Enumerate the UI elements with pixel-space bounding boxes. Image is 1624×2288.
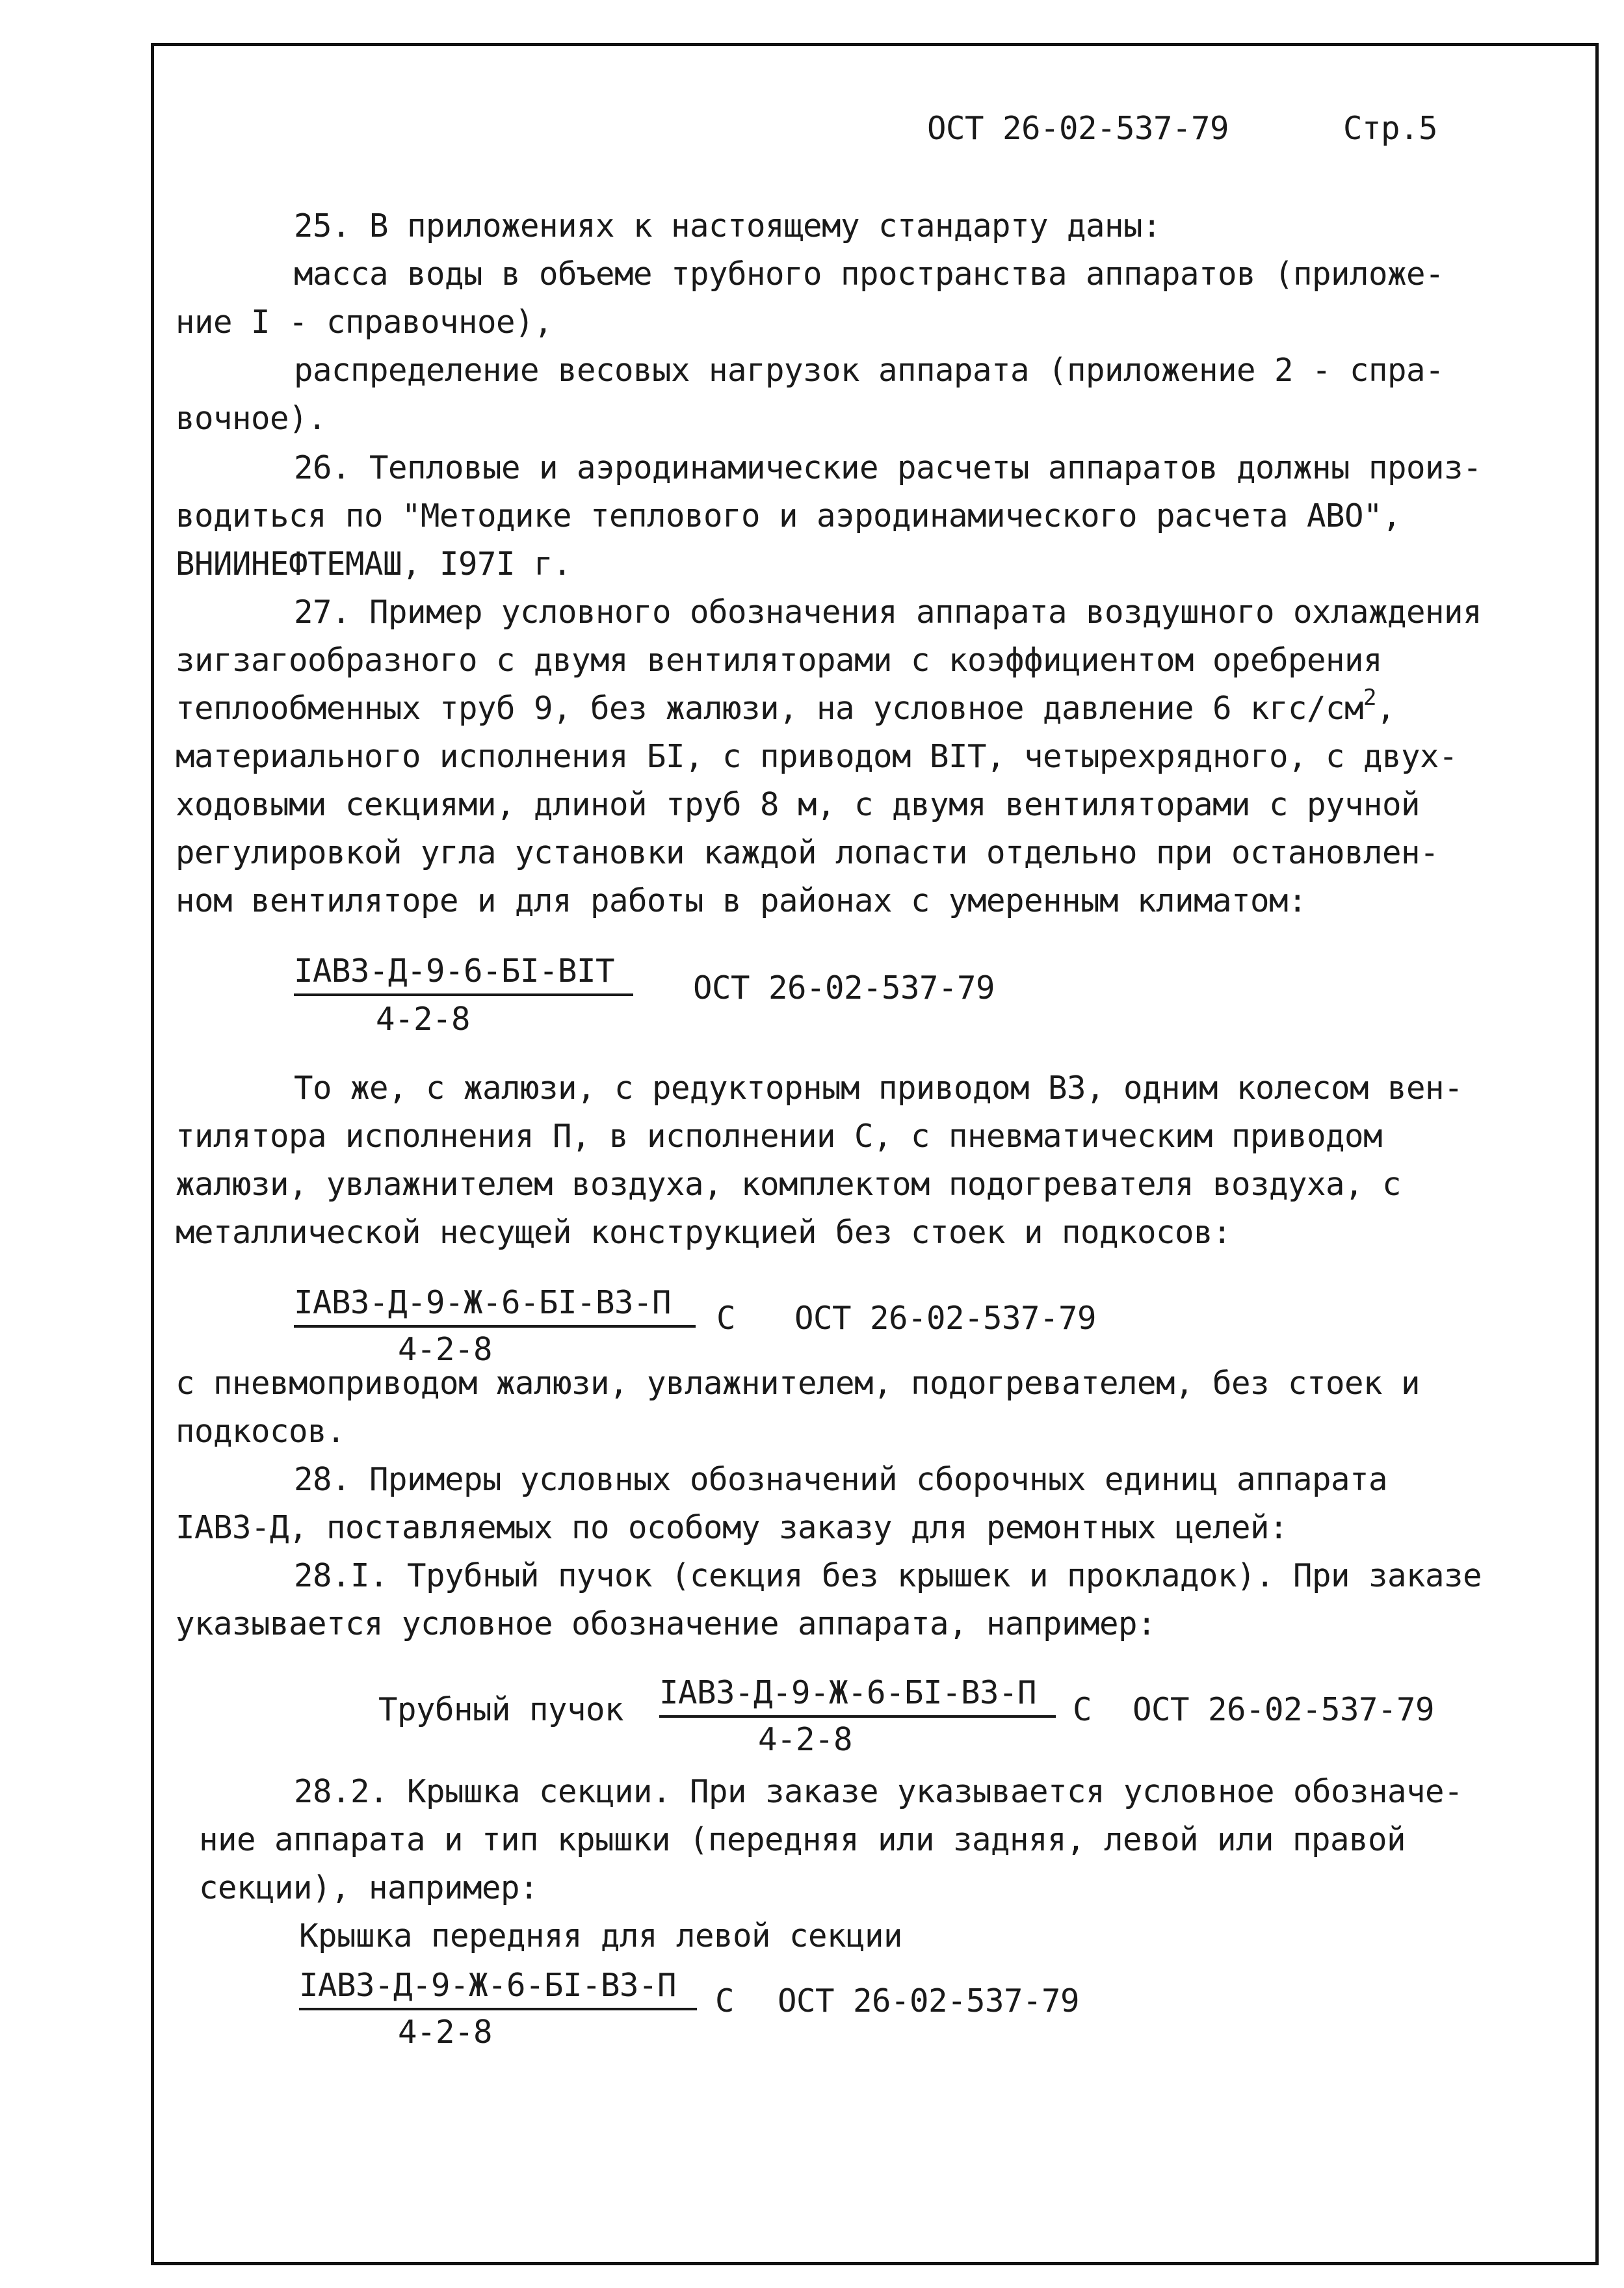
formula-denominator: 4-2-8: [376, 1001, 471, 1038]
fraction-bar: [294, 993, 633, 996]
paragraph-27-line: ходовыми секциями, длиной труб 8 м, с двумя вентиляторами с ручной: [176, 786, 1421, 823]
text-run: теплообменных труб 9, без жалюзи, на условное давление 6 кгс/см: [176, 690, 1364, 727]
paragraph-25-line: вочное).: [176, 400, 327, 437]
paragraph-27-line: регулировкой угла установки каждой лопасти отдельно при остановлен-: [176, 834, 1439, 871]
paragraph-line: подкосов.: [176, 1413, 346, 1450]
paragraph-line: тилятора исполнения П, в исполнении С, с пневматическим приводом: [176, 1118, 1383, 1155]
paragraph-25-line: масса воды в объеме трубного пространства аппаратов (приложе-: [294, 256, 1445, 293]
paragraph-27-line: зигзагообразного с двумя вентиляторами с коэффициентом оребрения: [176, 642, 1383, 679]
paragraph-28-1-line: 28.I. Трубный пучок (секция без крышек и прокладок). При заказе: [294, 1557, 1482, 1594]
formula-prefix: Трубный пучок: [378, 1691, 624, 1728]
superscript: 2: [1363, 685, 1377, 711]
formula-standard: ОСТ 26-02-537-79: [778, 1982, 1080, 2019]
formula-suffix: С: [715, 1982, 735, 2019]
paragraph-27-line: 27. Пример условного обозначения аппарата воздушного охлаждения: [294, 594, 1482, 631]
paragraph-27-line: [176, 685, 1396, 728]
fraction-bar: [659, 1715, 1056, 1718]
paragraph-28-line: IАВЗ-Д, поставляемых по особому заказу для ремонтных целей:: [176, 1509, 1289, 1546]
formula-numerator: IАВЗ-Д-9-6-БI-ВIТ: [294, 953, 615, 990]
text-run: ,: [1376, 690, 1396, 727]
paragraph-28-line: 28. Примеры условных обозначений сборочных единиц аппарата: [294, 1461, 1388, 1498]
paragraph-28-2-line: секции), например:: [199, 1869, 539, 1906]
fraction-bar: [294, 1325, 696, 1328]
paragraph-26-line: ВНИИНЕФТЕМАШ, I97I г.: [176, 546, 572, 583]
formula-standard: ОСТ 26-02-537-79: [693, 969, 995, 1006]
fraction-bar: [299, 2008, 697, 2010]
paragraph-28-1-line: указывается условное обозначение аппарата, например:: [176, 1605, 1157, 1642]
paragraph-28-2-line: ние аппарата и тип крышки (передняя или задняя, левой или правой: [199, 1821, 1406, 1858]
formula-suffix: С: [1073, 1691, 1092, 1728]
paragraph-27-line: материального исполнения БI, с приводом BIТ, четырехрядного, с двух-: [176, 738, 1458, 775]
paragraph-line: жалюзи, увлажнителем воздуха, комплектом подогревателя воздуха, с: [176, 1166, 1402, 1203]
cover-label: Крышка передняя для левой секции: [299, 1917, 903, 1954]
paragraph-line: металлической несущей конструкцией без стоек и подкосов:: [176, 1214, 1232, 1251]
paragraph-28-2-line: 28.2. Крышка секции. При заказе указывается условное обозначе-: [294, 1773, 1463, 1810]
paragraph-25-line: ние I - справочное),: [176, 304, 553, 341]
paragraph-25-line: 25. В приложениях к настоящему стандарту даны:: [294, 207, 1162, 244]
paragraph-line: с пневмоприводом жалюзи, увлажнителем, подогревателем, без стоек и: [176, 1365, 1421, 1402]
formula-standard: ОСТ 26-02-537-79: [794, 1300, 1097, 1337]
formula-denominator: 4-2-8: [758, 1721, 853, 1758]
formula-numerator: IАВЗ-Д-9-Ж-6-БI-ВЗ-П: [294, 1284, 672, 1321]
paragraph-26-line: 26. Тепловые и аэродинамические расчеты аппаратов должны произ-: [294, 449, 1482, 486]
paragraph-line: То же, с жалюзи, с редукторным приводом ВЗ, одним колесом вен-: [294, 1070, 1463, 1107]
formula-denominator: 4-2-8: [398, 1331, 493, 1368]
formula-suffix: С: [716, 1300, 736, 1337]
paragraph-27-line: ном вентиляторе и для работы в районах с умеренным климатом:: [176, 882, 1307, 919]
paragraph-26-line: водиться по "Методике теплового и аэродинамического расчета АВО",: [176, 497, 1402, 534]
formula-numerator: IАВЗ-Д-9-Ж-6-БI-ВЗ-П: [299, 1967, 677, 2004]
formula-numerator: IАВЗ-Д-9-Ж-6-БI-ВЗ-П: [659, 1674, 1037, 1711]
formula-denominator: 4-2-8: [398, 2014, 493, 2051]
document-code: ОСТ 26-02-537-79: [927, 110, 1229, 147]
formula-standard: ОСТ 26-02-537-79: [1133, 1691, 1435, 1728]
paragraph-25-line: распределение весовых нагрузок аппарата (приложение 2 - спра-: [294, 352, 1445, 389]
page-number: Стр.5: [1343, 110, 1438, 147]
